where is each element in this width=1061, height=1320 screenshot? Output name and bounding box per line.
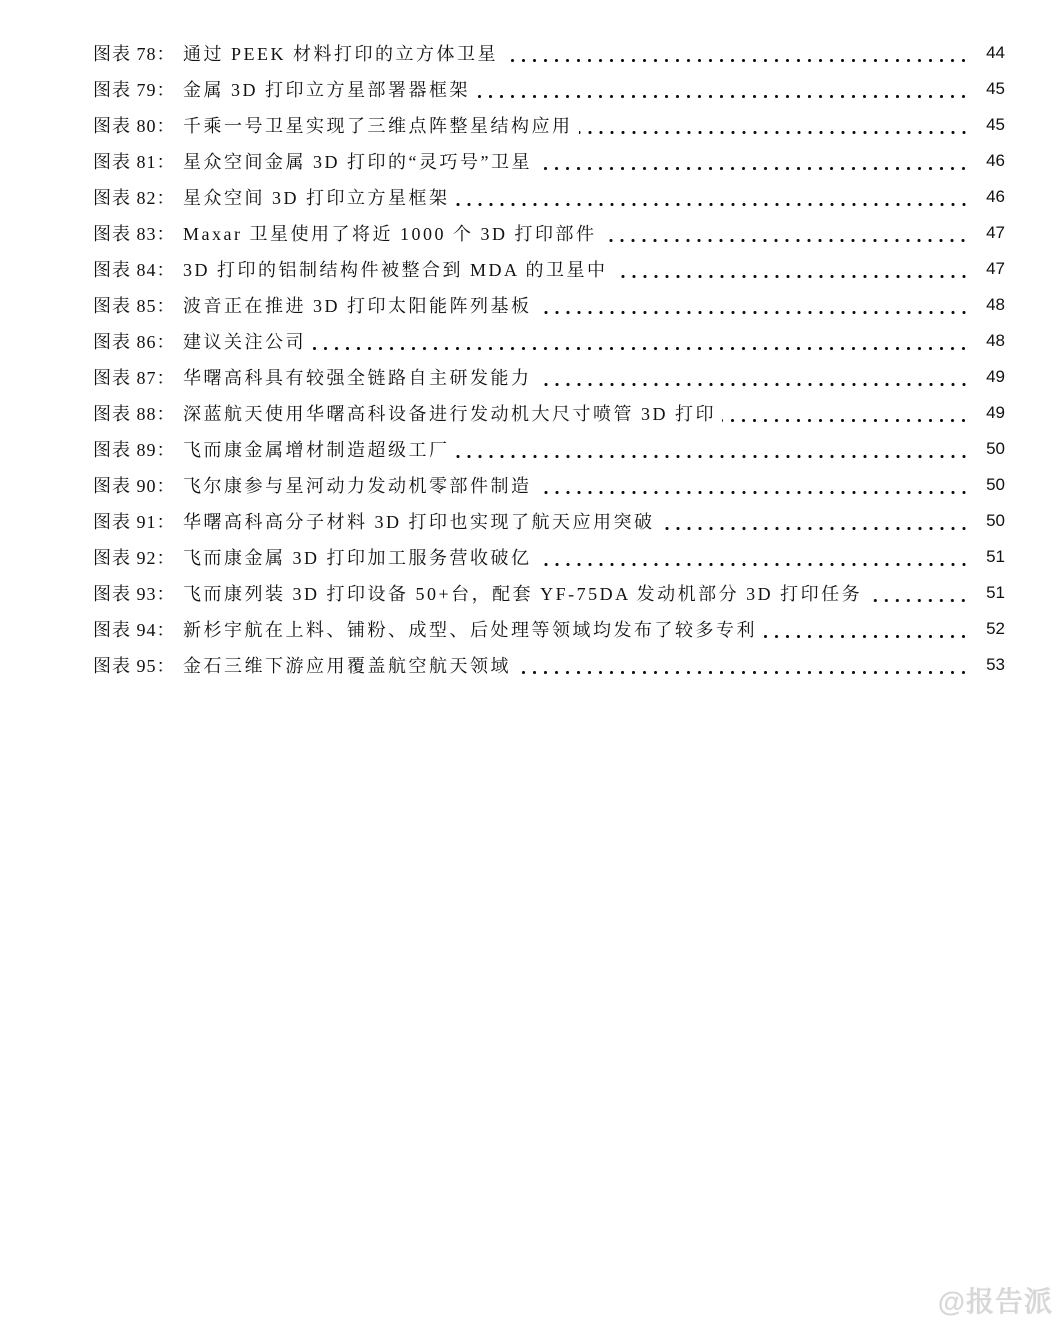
figure-toc-list	[93, 35, 1005, 683]
toc-entry[interactable]	[93, 287, 1005, 323]
toc-entry[interactable]	[93, 323, 1005, 359]
toc-entry-label: 图表 80：	[93, 116, 176, 136]
toc-entry-page: 50	[986, 439, 1005, 458]
toc-entry-title: 金属 3D 打印立方星部署器框架	[183, 80, 470, 100]
watermark: @报告派	[937, 1286, 1053, 1317]
dotted-leader	[517, 647, 969, 683]
toc-entry-title: 3D 打印的铝制结构件被整合到 MDA 的卫星中	[183, 260, 608, 280]
dotted-leader	[538, 287, 970, 323]
toc-entry[interactable]	[93, 431, 1005, 467]
toc-entry[interactable]	[93, 251, 1005, 287]
toc-entry-title: 飞而康金属增材制造超级工厂	[183, 440, 450, 460]
dotted-leader	[456, 431, 970, 467]
toc-entry-title: 星众空间金属 3D 打印的“灵巧号”卫星	[183, 152, 532, 172]
toc-entry-page: 45	[986, 115, 1005, 134]
toc-entry-title: 星众空间 3D 打印立方星框架	[183, 188, 450, 208]
toc-entry-page: 44	[986, 43, 1005, 62]
toc-entry[interactable]	[93, 35, 1005, 71]
toc-entry[interactable]	[93, 503, 1005, 539]
dotted-leader	[868, 575, 969, 611]
toc-entry-label: 图表 94：	[93, 620, 176, 640]
toc-entry[interactable]	[93, 467, 1005, 503]
toc-entry-title: 新杉宇航在上料、铺粉、成型、后处理等领域均发布了较多专利	[183, 620, 757, 640]
dotted-leader	[602, 215, 969, 251]
toc-entry-page: 50	[986, 475, 1005, 494]
dotted-leader	[722, 395, 969, 431]
toc-entry-title: 深蓝航天使用华曙高科设备进行发动机大尺寸喷管 3D 打印	[183, 404, 716, 424]
dotted-leader	[538, 539, 970, 575]
toc-entry-page: 48	[986, 331, 1005, 350]
toc-entry[interactable]	[93, 647, 1005, 683]
toc-entry[interactable]	[93, 143, 1005, 179]
toc-entry-page: 48	[986, 295, 1005, 314]
dotted-leader	[579, 107, 970, 143]
toc-entry-page: 53	[986, 655, 1005, 674]
toc-entry-title: 建议关注公司	[183, 332, 306, 352]
toc-entry-label: 图表 89：	[93, 440, 176, 460]
dotted-leader	[312, 323, 969, 359]
toc-entry-label: 图表 83：	[93, 224, 176, 244]
toc-entry-page: 45	[986, 79, 1005, 98]
toc-entry-label: 图表 90：	[93, 476, 176, 496]
dotted-leader	[763, 611, 969, 647]
dotted-leader	[661, 503, 970, 539]
toc-entry-label: 图表 78：	[93, 44, 176, 64]
toc-entry-label: 图表 95：	[93, 656, 176, 676]
toc-entry-label: 图表 87：	[93, 368, 176, 388]
toc-entry-label: 图表 81：	[93, 152, 176, 172]
toc-entry-label: 图表 84：	[93, 260, 176, 280]
toc-entry[interactable]	[93, 611, 1005, 647]
toc-entry-title: 通过 PEEK 材料打印的立方体卫星	[183, 44, 498, 64]
toc-entry[interactable]	[93, 215, 1005, 251]
toc-entry-label: 图表 88：	[93, 404, 176, 424]
toc-entry-title: 飞而康列装 3D 打印设备 50+台，配套 YF-75DA 发动机部分 3D 打印任务	[183, 584, 863, 604]
toc-entry-title: 飞而康金属 3D 打印加工服务营收破亿	[183, 548, 532, 568]
toc-entry-label: 图表 86：	[93, 332, 176, 352]
toc-entry-label: 图表 91：	[93, 512, 176, 532]
toc-entry-title: 千乘一号卫星实现了三维点阵整星结构应用	[183, 116, 573, 136]
toc-entry-title: 华曙高科具有较强全链路自主研发能力	[183, 368, 532, 388]
toc-entry[interactable]	[93, 359, 1005, 395]
toc-entry-title: Maxar 卫星使用了将近 1000 个 3D 打印部件	[183, 224, 597, 244]
toc-entry-page: 51	[986, 583, 1005, 602]
toc-entry-page: 47	[986, 259, 1005, 278]
toc-entry-page: 46	[986, 151, 1005, 170]
toc-entry-title: 飞尔康参与星河动力发动机零部件制造	[183, 476, 532, 496]
toc-entry-page: 50	[986, 511, 1005, 530]
dotted-leader	[538, 143, 969, 179]
toc-entry-page: 46	[986, 187, 1005, 206]
toc-entry-title: 金石三维下游应用覆盖航空航天领域	[183, 656, 511, 676]
dotted-leader	[538, 467, 970, 503]
toc-entry-page: 52	[986, 619, 1005, 638]
toc-entry-label: 图表 92：	[93, 548, 176, 568]
toc-entry-page: 51	[986, 547, 1005, 566]
toc-entry[interactable]	[93, 179, 1005, 215]
toc-entry-title: 华曙高科高分子材料 3D 打印也实现了航天应用突破	[183, 512, 655, 532]
toc-entry-title: 波音正在推进 3D 打印太阳能阵列基板	[183, 296, 532, 316]
dotted-leader	[504, 35, 969, 71]
dotted-leader	[614, 251, 969, 287]
toc-entry-page: 49	[986, 403, 1005, 422]
toc-entry-page: 47	[986, 223, 1005, 242]
toc-entry[interactable]	[93, 107, 1005, 143]
toc-entry[interactable]	[93, 539, 1005, 575]
toc-entry-page: 49	[986, 367, 1005, 386]
toc-entry[interactable]	[93, 395, 1005, 431]
toc-entry[interactable]	[93, 575, 1005, 611]
dotted-leader	[538, 359, 970, 395]
dotted-leader	[476, 71, 969, 107]
toc-entry-label: 图表 79：	[93, 80, 176, 100]
dotted-leader	[456, 179, 970, 215]
toc-entry-label: 图表 85：	[93, 296, 176, 316]
toc-entry-label: 图表 82：	[93, 188, 176, 208]
toc-entry-label: 图表 93：	[93, 584, 176, 604]
toc-entry[interactable]	[93, 71, 1005, 107]
